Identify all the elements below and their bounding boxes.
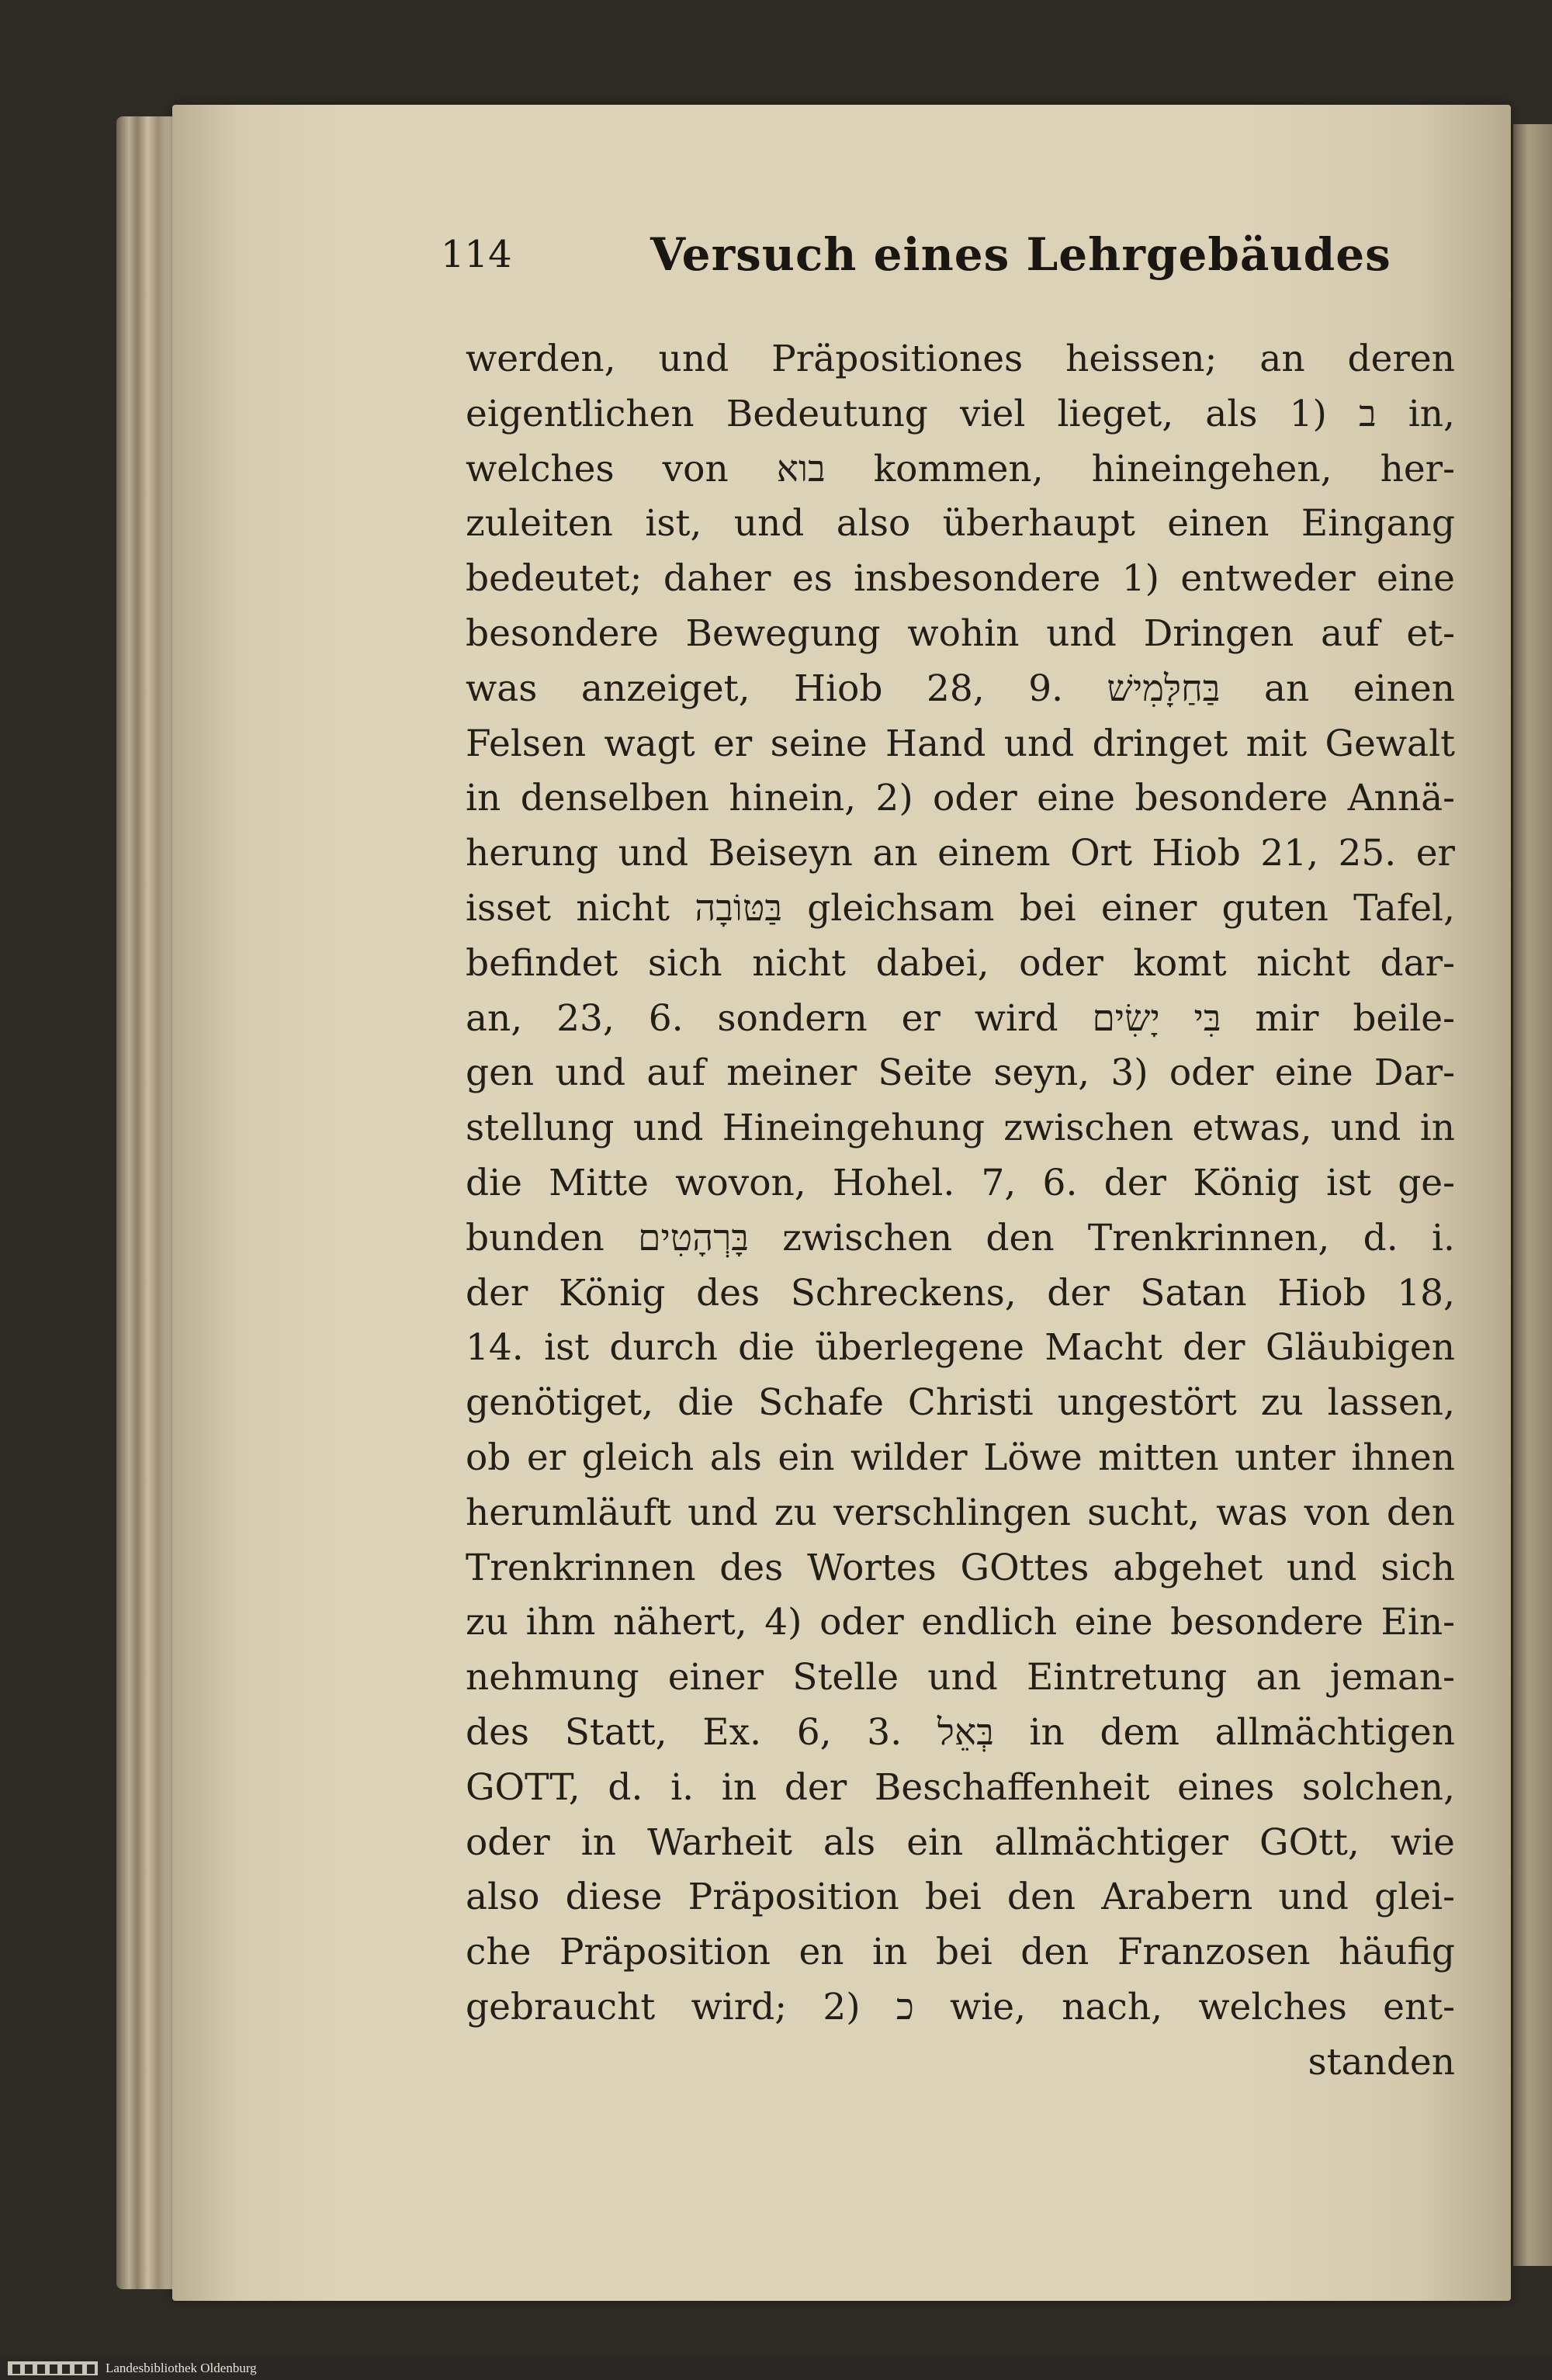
adjacent-page-edge	[1513, 124, 1552, 2266]
text-line: Trenkrinnen des Wortes GOttes abgehet und sich	[466, 1546, 1455, 1589]
text-line: oder in Warheit als ein allmächtiger GOtt, wie	[466, 1821, 1455, 1864]
library-name: Landesbibliothek Oldenburg	[106, 2361, 257, 2375]
text-line: die Mitte wovon, Hohel. 7, 6. der König ist ge-	[466, 1161, 1455, 1204]
text-line: bunden בָּרְהָטִים zwischen den Trenkrinnen, d. i.	[466, 1216, 1455, 1259]
text-line: herumläuft und zu verschlingen sucht, was von den	[466, 1491, 1455, 1534]
text-line: welches von בוא kommen, hineingehen, her-	[466, 447, 1455, 490]
text-line: genötiget, die Schafe Christi ungestört zu lassen,	[466, 1381, 1455, 1425]
text-line: ob er gleich als ein wilder Löwe mitten unter ihnen	[466, 1436, 1455, 1479]
text-line: der König des Schreckens, der Satan Hiob 18,	[466, 1271, 1455, 1315]
text-line: gebraucht wird; 2) כ wie, nach, welches ent-	[466, 1985, 1455, 2028]
text-line: bedeutet; daher es insbesondere 1) entweder eine	[466, 557, 1455, 601]
catchword: standen	[1308, 2040, 1455, 2084]
text-line: also diese Präposition bei den Arabern und glei-	[466, 1876, 1455, 1919]
text-line: besondere Bewegung wohin und Dringen auf et-	[466, 611, 1455, 655]
page-number: 114	[441, 233, 512, 276]
running-title: Versuch eines Lehrgebäudes	[650, 228, 1391, 281]
body-text	[466, 332, 1455, 2091]
text-line: herung und Beiseyn an einem Ort Hiob 21, 25. er	[466, 832, 1455, 875]
text-line: GOTT, d. i. in der Beschaffenheit eines solchen,	[466, 1765, 1455, 1809]
text-line: des Statt, Ex. 6, 3. בְּאֵל in dem allmächtigen	[466, 1710, 1455, 1754]
text-line: zuleiten ist, und also überhaupt einen Eingang	[466, 502, 1455, 546]
library-logo-icon	[6, 2359, 99, 2378]
text-line: stellung und Hineingehung zwischen etwas, und in	[466, 1107, 1455, 1150]
text-line: Felsen wagt er seine Hand und dringet mit Gewalt	[466, 722, 1455, 765]
text-line: in denselben hinein, 2) oder eine besondere Annä-	[466, 777, 1455, 820]
text-line: gen und auf meiner Seite seyn, 3) oder eine Dar-	[466, 1051, 1455, 1095]
text-line: zu ihm nähert, 4) oder endlich eine besondere Ein-	[466, 1601, 1455, 1644]
text-line: eigentlichen Bedeutung viel lieget, als 1) ב in,	[466, 392, 1455, 435]
text-line: che Präposition en in bei den Franzosen häufig	[466, 1931, 1455, 1974]
text-line: werden, und Präpositiones heissen; an deren	[466, 338, 1455, 380]
text-line: 14. ist durch die überlegene Macht der Gläubigen	[466, 1326, 1455, 1370]
text-line: an, 23, 6. sondern er wird בִּי יָשִׂים mir beile-	[466, 996, 1455, 1040]
text-line: isset nicht בַּטּוֹבָה gleichsam bei einer guten Tafel,	[466, 886, 1455, 930]
text-line: was anzeiget, Hiob 28, 9. בַּחַלָּמִישׁ an einen	[466, 667, 1455, 710]
text-line: nehmung einer Stelle und Eintretung an jeman-	[466, 1656, 1455, 1699]
page-header	[441, 228, 1465, 295]
text-line: befindet sich nicht dabei, oder komt nicht dar-	[466, 941, 1455, 985]
